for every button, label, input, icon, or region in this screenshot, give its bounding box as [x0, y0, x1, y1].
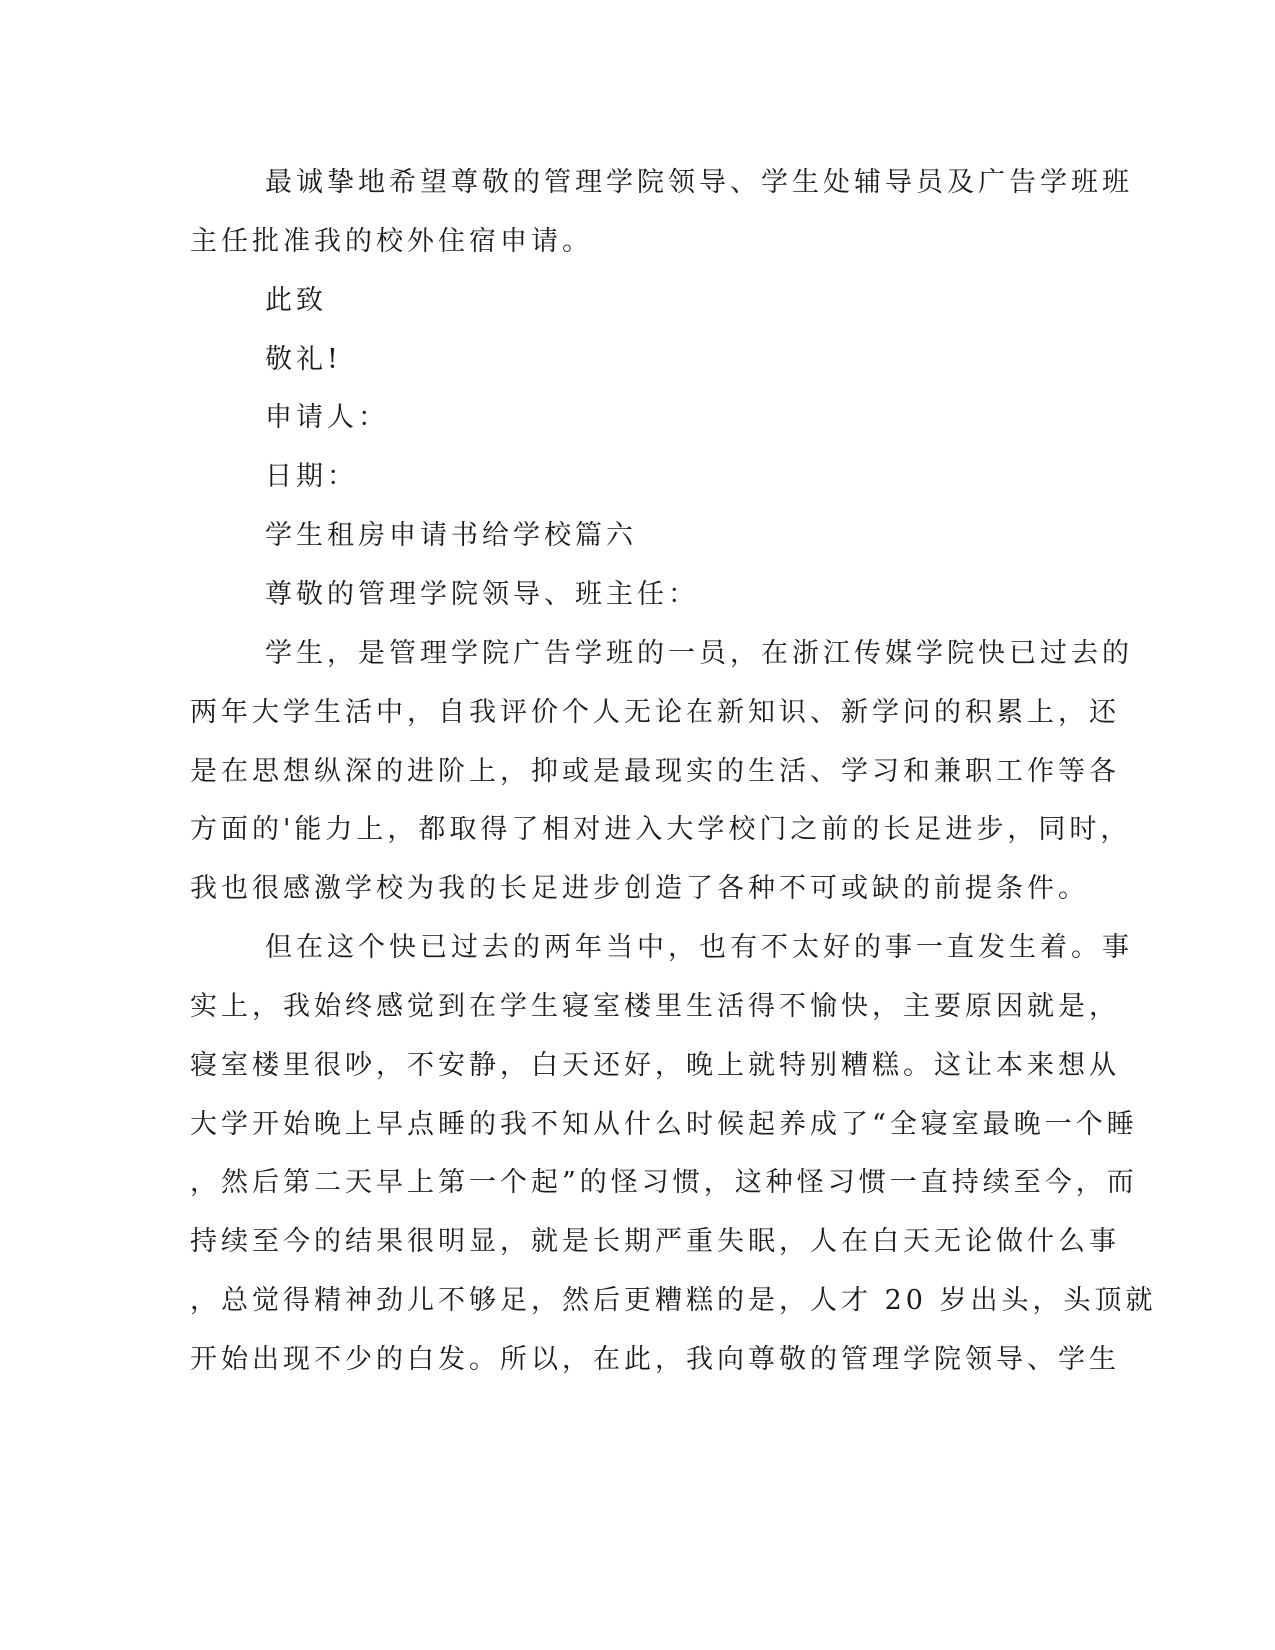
date-label: 日期：: [265, 461, 358, 492]
body-text-line: 主任批准我的校外住宿申请。: [190, 226, 593, 257]
body-text-line: 实上，我始终感觉到在学生寝室楼里生活得不愉快，主要原因就是，: [190, 991, 1120, 1022]
body-text-line: 学生，是管理学院广告学班的一员，在浙江传媒学院快已过去的: [265, 638, 1133, 669]
body-text-line: 但在这个快已过去的两年当中，也有不太好的事一直发生着。事: [265, 932, 1133, 963]
body-text-line: 最诚挚地希望尊敬的管理学院领导、学生处辅导员及广告学班班: [265, 167, 1133, 198]
applicant-label: 申请人：: [265, 402, 389, 433]
letter-greeting: 尊敬的管理学院领导、班主任：: [265, 579, 699, 610]
body-text-line: ，然后第二天早上第一个起”的怪习惯，这种怪习惯一直持续至今，而: [190, 1167, 1138, 1198]
body-text-line: 开始出现不少的白发。所以，在此，我向尊敬的管理学院领导、学生: [190, 1344, 1120, 1375]
closing-salutation: 此致: [265, 285, 327, 316]
body-text-line: ，总觉得精神劲儿不够足，然后更糟糕的是，人才 20 岁出头，头顶就: [190, 1285, 1157, 1316]
section-title: 学生租房申请书给学校篇六: [265, 520, 637, 551]
body-text-line: 寝室楼里很吵，不安静，白天还好，晚上就特别糟糕。这让本来想从: [190, 1050, 1120, 1081]
body-text-line: 两年大学生活中，自我评价个人无论在新知识、新学问的积累上，还: [190, 697, 1120, 728]
body-text-line: 是在思想纵深的进阶上，抑或是最现实的生活、学习和兼职工作等各: [190, 756, 1120, 787]
body-text-line: 持续至今的结果很明显，就是长期严重失眠，人在白天无论做什么事: [190, 1226, 1120, 1257]
closing-regards: 敬礼!: [265, 344, 342, 375]
body-text-line: 方面的'能力上，都取得了相对进入大学校门之前的长足进步，同时，: [190, 814, 1132, 845]
body-text-line: 我也很感激学校为我的长足进步创造了各种不可或缺的前提条件。: [190, 873, 1089, 904]
body-text-line: 大学开始晚上早点睡的我不知从什么时候起养成了“全寝室最晚一个睡: [190, 1109, 1138, 1140]
